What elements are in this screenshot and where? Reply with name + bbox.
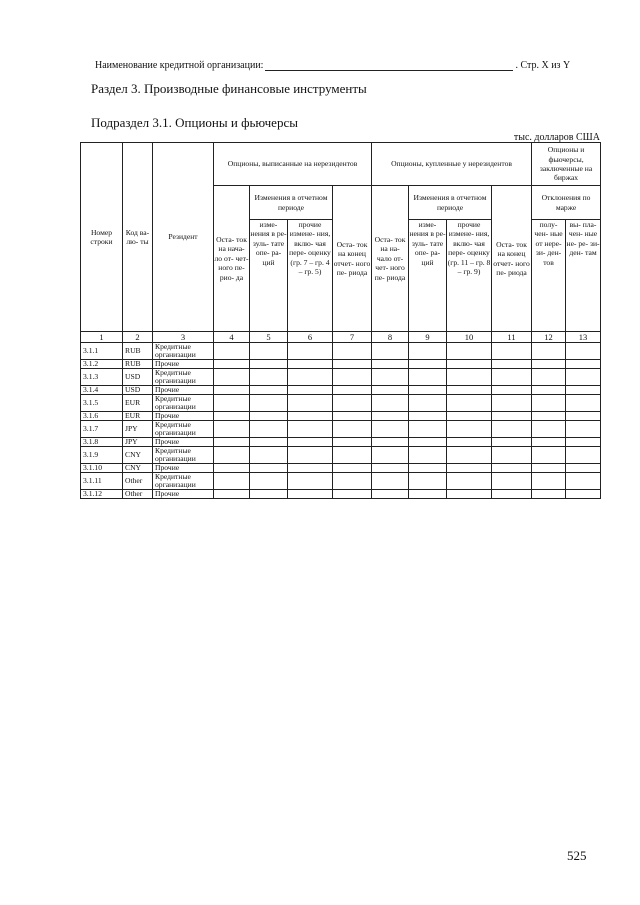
value-cell[interactable] bbox=[447, 473, 492, 490]
resident-cell: Кредитные организации bbox=[153, 395, 214, 412]
value-cell[interactable] bbox=[532, 464, 566, 473]
value-cell[interactable] bbox=[409, 447, 447, 464]
resident-cell: Прочие bbox=[153, 412, 214, 421]
value-cell[interactable] bbox=[566, 421, 601, 438]
value-cell[interactable] bbox=[447, 386, 492, 395]
value-cell[interactable] bbox=[409, 438, 447, 447]
value-cell[interactable] bbox=[447, 438, 492, 447]
value-cell[interactable] bbox=[447, 447, 492, 464]
currency-cell: USD bbox=[123, 386, 153, 395]
bought-changes: Изменения в отчетном периоде bbox=[409, 186, 492, 220]
value-cell[interactable] bbox=[214, 412, 250, 421]
value-cell[interactable] bbox=[566, 386, 601, 395]
value-cell[interactable] bbox=[492, 386, 532, 395]
value-cell[interactable] bbox=[250, 473, 288, 490]
col-currency: Код ва- лю- ты bbox=[123, 143, 153, 332]
value-cell[interactable] bbox=[214, 369, 250, 386]
col-5: изме- нения в ре- зуль- тате опе- ра- ций bbox=[250, 220, 288, 332]
written-changes: Изменения в отчетном периоде bbox=[250, 186, 333, 220]
value-cell[interactable] bbox=[492, 464, 532, 473]
value-cell[interactable] bbox=[566, 490, 601, 499]
col-6: прочие измене- ния, вклю- чая пере- оценку (гр. 7 – гр. 4 – гр. 5) bbox=[288, 220, 333, 332]
col-number: 8 bbox=[372, 332, 409, 343]
value-cell[interactable] bbox=[214, 490, 250, 499]
value-cell[interactable] bbox=[447, 412, 492, 421]
value-cell[interactable] bbox=[372, 412, 409, 421]
table-row bbox=[81, 421, 601, 438]
value-cell[interactable] bbox=[532, 421, 566, 438]
row-number-cell: 3.1.4 bbox=[81, 386, 123, 395]
value-cell[interactable] bbox=[492, 343, 532, 360]
value-cell[interactable] bbox=[532, 438, 566, 447]
value-cell[interactable] bbox=[333, 395, 372, 412]
row-number-cell: 3.1.12 bbox=[81, 490, 123, 499]
row-number-cell: 3.1.10 bbox=[81, 464, 123, 473]
value-cell[interactable] bbox=[333, 360, 372, 369]
value-cell[interactable] bbox=[214, 473, 250, 490]
value-cell[interactable] bbox=[288, 447, 333, 464]
org-header bbox=[95, 60, 600, 71]
col-number: 13 bbox=[566, 332, 601, 343]
resident-cell: Кредитные организации bbox=[153, 473, 214, 490]
value-cell[interactable] bbox=[532, 360, 566, 369]
col-number: 4 bbox=[214, 332, 250, 343]
value-cell[interactable] bbox=[532, 473, 566, 490]
value-cell[interactable] bbox=[372, 490, 409, 499]
table-row bbox=[81, 438, 601, 447]
value-cell[interactable] bbox=[250, 343, 288, 360]
column-numbers-row bbox=[81, 332, 601, 343]
resident-cell: Прочие bbox=[153, 360, 214, 369]
value-cell[interactable] bbox=[250, 421, 288, 438]
value-cell[interactable] bbox=[288, 343, 333, 360]
value-cell[interactable] bbox=[447, 464, 492, 473]
col-13: вы- пла- чен- ные не- ре- зи- ден- там bbox=[566, 220, 601, 332]
org-name-line bbox=[265, 60, 513, 71]
col-7: Оста- ток на конец отчет- ного пе- риода bbox=[333, 186, 372, 332]
row-number-cell: 3.1.1 bbox=[81, 343, 123, 360]
value-cell[interactable] bbox=[447, 343, 492, 360]
group-bought: Опционы, купленные у нерезидентов bbox=[372, 143, 532, 186]
value-cell[interactable] bbox=[372, 343, 409, 360]
value-cell[interactable] bbox=[532, 343, 566, 360]
value-cell[interactable] bbox=[288, 369, 333, 386]
value-cell[interactable] bbox=[214, 360, 250, 369]
resident-cell: Кредитные организации bbox=[153, 421, 214, 438]
value-cell[interactable] bbox=[372, 447, 409, 464]
value-cell[interactable] bbox=[333, 343, 372, 360]
value-cell[interactable] bbox=[447, 360, 492, 369]
row-number-cell: 3.1.2 bbox=[81, 360, 123, 369]
value-cell[interactable] bbox=[214, 421, 250, 438]
col-12: полу- чен- ные от нере- зи- ден- тов bbox=[532, 220, 566, 332]
row-number-cell: 3.1.7 bbox=[81, 421, 123, 438]
row-number-cell: 3.1.9 bbox=[81, 447, 123, 464]
col-number: 7 bbox=[333, 332, 372, 343]
table-row bbox=[81, 412, 601, 421]
value-cell[interactable] bbox=[214, 343, 250, 360]
col-10: прочие измене- ния, вклю- чая пере- оценку (гр. 11 – гр. 8 – гр. 9) bbox=[447, 220, 492, 332]
col-row-no: Номер строки bbox=[81, 143, 123, 332]
section-title: Раздел 3. Производные финансовые инструменты bbox=[91, 81, 367, 96]
value-cell[interactable] bbox=[409, 412, 447, 421]
value-cell[interactable] bbox=[447, 421, 492, 438]
subsection-title: Подраздел 3.1. Опционы и фьючерсы bbox=[91, 115, 298, 130]
value-cell[interactable] bbox=[492, 360, 532, 369]
value-cell[interactable] bbox=[566, 343, 601, 360]
value-cell[interactable] bbox=[288, 360, 333, 369]
table-row bbox=[81, 395, 601, 412]
value-cell[interactable] bbox=[250, 369, 288, 386]
value-cell[interactable] bbox=[409, 343, 447, 360]
value-cell[interactable] bbox=[372, 369, 409, 386]
value-cell[interactable] bbox=[333, 412, 372, 421]
group-written: Опционы, выписанные на нерезидентов bbox=[214, 143, 372, 186]
value-cell[interactable] bbox=[409, 464, 447, 473]
value-cell[interactable] bbox=[492, 473, 532, 490]
value-cell[interactable] bbox=[288, 421, 333, 438]
value-cell[interactable] bbox=[288, 473, 333, 490]
value-cell[interactable] bbox=[250, 360, 288, 369]
table-row bbox=[81, 447, 601, 464]
currency-cell: EUR bbox=[123, 395, 153, 412]
currency-cell: JPY bbox=[123, 438, 153, 447]
value-cell[interactable] bbox=[532, 369, 566, 386]
value-cell[interactable] bbox=[566, 412, 601, 421]
value-cell[interactable] bbox=[532, 447, 566, 464]
resident-cell: Кредитные организации bbox=[153, 447, 214, 464]
row-number-cell: 3.1.5 bbox=[81, 395, 123, 412]
value-cell[interactable] bbox=[566, 447, 601, 464]
value-cell[interactable] bbox=[214, 447, 250, 464]
value-cell[interactable] bbox=[492, 490, 532, 499]
currency-cell: Other bbox=[123, 473, 153, 490]
value-cell[interactable] bbox=[250, 395, 288, 412]
value-cell[interactable] bbox=[288, 490, 333, 499]
resident-cell: Кредитные организации bbox=[153, 343, 214, 360]
value-cell[interactable] bbox=[333, 447, 372, 464]
value-cell[interactable] bbox=[409, 490, 447, 499]
col-resident: Резидент bbox=[153, 143, 214, 332]
resident-cell: Прочие bbox=[153, 386, 214, 395]
col-number: 1 bbox=[81, 332, 123, 343]
currency-cell: EUR bbox=[123, 412, 153, 421]
currency-cell: RUB bbox=[123, 360, 153, 369]
value-cell[interactable] bbox=[288, 438, 333, 447]
value-cell[interactable] bbox=[372, 464, 409, 473]
value-cell[interactable] bbox=[288, 386, 333, 395]
value-cell[interactable] bbox=[333, 490, 372, 499]
value-cell[interactable] bbox=[492, 395, 532, 412]
units-label: тыс. долларов США bbox=[513, 132, 600, 143]
col-11: Оста- ток на конец отчет- ного пе- риода bbox=[492, 186, 532, 332]
value-cell[interactable] bbox=[214, 464, 250, 473]
currency-cell: Other bbox=[123, 490, 153, 499]
row-number-cell: 3.1.8 bbox=[81, 438, 123, 447]
col-number: 3 bbox=[153, 332, 214, 343]
value-cell[interactable] bbox=[409, 386, 447, 395]
value-cell[interactable] bbox=[566, 395, 601, 412]
value-cell[interactable] bbox=[250, 386, 288, 395]
resident-cell: Прочие bbox=[153, 490, 214, 499]
table-row bbox=[81, 369, 601, 386]
value-cell[interactable] bbox=[250, 464, 288, 473]
currency-cell: RUB bbox=[123, 343, 153, 360]
col-number: 9 bbox=[409, 332, 447, 343]
row-number-cell: 3.1.11 bbox=[81, 473, 123, 490]
value-cell[interactable] bbox=[372, 473, 409, 490]
value-cell[interactable] bbox=[492, 412, 532, 421]
value-cell[interactable] bbox=[492, 438, 532, 447]
value-cell[interactable] bbox=[372, 360, 409, 369]
value-cell[interactable] bbox=[250, 438, 288, 447]
value-cell[interactable] bbox=[492, 421, 532, 438]
value-cell[interactable] bbox=[333, 464, 372, 473]
col-9: изме- нения в ре- зуль- тате опе- ра- ций bbox=[409, 220, 447, 332]
value-cell[interactable] bbox=[214, 386, 250, 395]
value-cell[interactable] bbox=[409, 395, 447, 412]
table-row bbox=[81, 490, 601, 499]
value-cell[interactable] bbox=[333, 386, 372, 395]
col-number: 12 bbox=[532, 332, 566, 343]
col-number: 11 bbox=[492, 332, 532, 343]
value-cell[interactable] bbox=[409, 421, 447, 438]
value-cell[interactable] bbox=[333, 369, 372, 386]
value-cell[interactable] bbox=[372, 386, 409, 395]
page-number: 525 bbox=[567, 848, 587, 863]
value-cell[interactable] bbox=[214, 438, 250, 447]
value-cell[interactable] bbox=[409, 360, 447, 369]
row-number-cell: 3.1.6 bbox=[81, 412, 123, 421]
value-cell[interactable] bbox=[333, 438, 372, 447]
value-cell[interactable] bbox=[250, 447, 288, 464]
table-row bbox=[81, 464, 601, 473]
page-ref: . Стр. X из Y bbox=[515, 60, 571, 71]
table-row bbox=[81, 343, 601, 360]
value-cell[interactable] bbox=[333, 421, 372, 438]
options-futures-table bbox=[80, 142, 601, 499]
value-cell[interactable] bbox=[492, 447, 532, 464]
col-number: 6 bbox=[288, 332, 333, 343]
value-cell[interactable] bbox=[532, 412, 566, 421]
col-number: 5 bbox=[250, 332, 288, 343]
currency-cell: USD bbox=[123, 369, 153, 386]
value-cell[interactable] bbox=[288, 464, 333, 473]
currency-cell: CNY bbox=[123, 447, 153, 464]
org-label: Наименование кредитной организации: bbox=[95, 60, 264, 71]
value-cell[interactable] bbox=[250, 412, 288, 421]
currency-cell: CNY bbox=[123, 464, 153, 473]
resident-cell: Прочие bbox=[153, 438, 214, 447]
value-cell[interactable] bbox=[214, 395, 250, 412]
value-cell[interactable] bbox=[566, 438, 601, 447]
value-cell[interactable] bbox=[447, 369, 492, 386]
value-cell[interactable] bbox=[532, 395, 566, 412]
table-row bbox=[81, 473, 601, 490]
value-cell[interactable] bbox=[532, 386, 566, 395]
col-4: Оста- ток на нача- ло от- чет- ного пе- рио- да bbox=[214, 186, 250, 332]
margin-deviations: Отклонения по марже bbox=[532, 186, 601, 220]
value-cell[interactable] bbox=[333, 473, 372, 490]
value-cell[interactable] bbox=[566, 464, 601, 473]
value-cell[interactable] bbox=[447, 395, 492, 412]
value-cell[interactable] bbox=[372, 395, 409, 412]
value-cell[interactable] bbox=[492, 369, 532, 386]
value-cell[interactable] bbox=[372, 421, 409, 438]
value-cell[interactable] bbox=[372, 438, 409, 447]
value-cell[interactable] bbox=[566, 360, 601, 369]
value-cell[interactable] bbox=[447, 490, 492, 499]
row-number-cell: 3.1.3 bbox=[81, 369, 123, 386]
col-number: 2 bbox=[123, 332, 153, 343]
value-cell[interactable] bbox=[288, 412, 333, 421]
value-cell[interactable] bbox=[250, 490, 288, 499]
value-cell[interactable] bbox=[409, 473, 447, 490]
value-cell[interactable] bbox=[566, 473, 601, 490]
value-cell[interactable] bbox=[409, 369, 447, 386]
col-8: Оста- ток на на- чало от- чет- ного пе- риода bbox=[372, 186, 409, 332]
value-cell[interactable] bbox=[566, 369, 601, 386]
table-row bbox=[81, 360, 601, 369]
value-cell[interactable] bbox=[288, 395, 333, 412]
currency-cell: JPY bbox=[123, 421, 153, 438]
col-number: 10 bbox=[447, 332, 492, 343]
table-row bbox=[81, 386, 601, 395]
resident-cell: Кредитные организации bbox=[153, 369, 214, 386]
value-cell[interactable] bbox=[532, 490, 566, 499]
resident-cell: Прочие bbox=[153, 464, 214, 473]
group-futures: Опционы и фьючерсы, заключенные на биржах bbox=[532, 143, 601, 186]
